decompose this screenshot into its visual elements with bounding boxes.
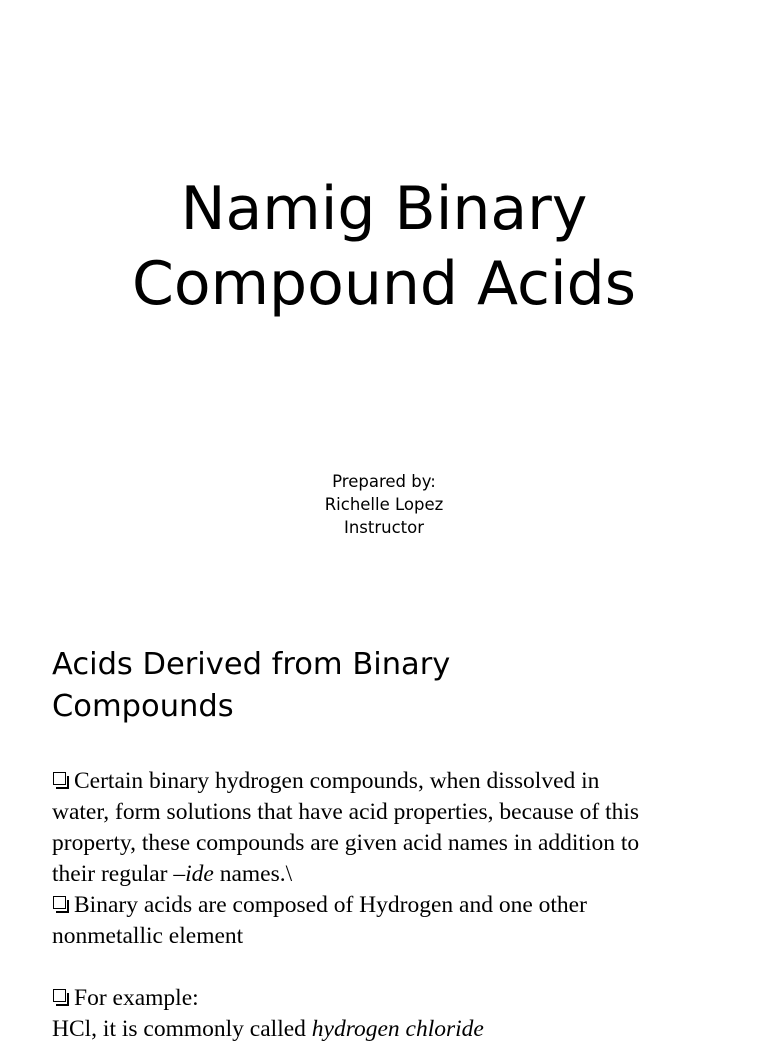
- prepared-by-label: Prepared by:: [332, 472, 436, 491]
- italic-suffix: ide: [185, 861, 214, 887]
- slide-heading: [52, 644, 732, 728]
- paragraph-gap: [52, 952, 742, 983]
- slide-body: [52, 766, 742, 1045]
- checkbox-bullet-icon: [52, 989, 71, 1006]
- content-slide: [0, 600, 768, 1042]
- slide-subtitle: [0, 470, 768, 539]
- bullet-item-binary-acids: [52, 890, 742, 952]
- bullet-text: For example:: [74, 985, 199, 1011]
- author-name: Richelle Lopez: [324, 495, 444, 514]
- slide-title-line-1: Namig Binary: [180, 174, 588, 244]
- bullet-line: water, form solutions that have acid properties, because of this: [52, 799, 640, 825]
- bullet-text: HCl, it is commonly called: [52, 1016, 312, 1042]
- bullet-text: their regular –: [52, 861, 186, 887]
- bullet-text: Binary acids are composed of Hydrogen and one other: [74, 892, 587, 918]
- checkbox-bullet-icon: [52, 772, 71, 789]
- bullet-item-binary-hydrogen: [52, 766, 742, 890]
- bullet-item-example: [52, 983, 742, 1045]
- bullet-line: property, these compounds are given acid names in addition to: [52, 830, 640, 856]
- bullet-line: nonmetallic element: [52, 923, 244, 949]
- bullet-line: [52, 766, 742, 797]
- bullet-line: [52, 1014, 742, 1045]
- bullet-text: Certain binary hydrogen compounds, when dissolved in: [74, 768, 600, 794]
- slide-title: [0, 172, 768, 322]
- slide-heading-line-1: Acids Derived from Binary: [52, 647, 451, 682]
- bullet-line: [52, 859, 742, 890]
- author-role: Instructor: [343, 518, 425, 537]
- checkbox-bullet-icon: [52, 896, 71, 913]
- bullet-text: names.\: [213, 861, 293, 887]
- bullet-line: [52, 890, 742, 921]
- italic-term: hydrogen chloride: [311, 1016, 484, 1042]
- bullet-line: [52, 983, 742, 1014]
- slide-heading-line-2: Compounds: [52, 689, 234, 724]
- slide-title-line-2: Compound Acids: [131, 249, 637, 319]
